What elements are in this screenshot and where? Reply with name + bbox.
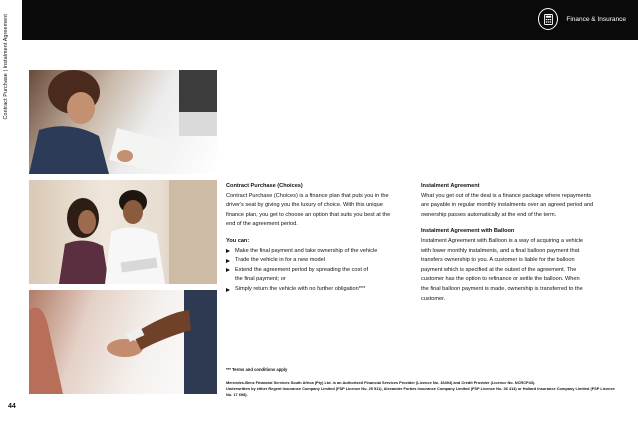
contract-purchase-heading: Contract Purchase (Choices)	[226, 183, 303, 189]
list-item	[226, 247, 398, 257]
contract-purchase-intro	[226, 192, 398, 230]
instalment-agreement-paragraph	[421, 192, 606, 221]
list-item-text: Simply return the vehicle with no further obligation***	[235, 285, 366, 292]
intro-line: finance plan, you get to choose an option that suits you best at the	[226, 211, 391, 218]
photo-woman-reading-document	[29, 70, 217, 174]
you-can-heading: You can:	[226, 237, 250, 244]
paragraph-line: ownership passes automatically at the end of the term.	[421, 211, 557, 218]
photo-handing-over-card	[29, 290, 217, 394]
list-item-text: the final payment; or	[235, 276, 286, 283]
page-number: 44	[8, 403, 16, 410]
list-item-text: Make the final payment and take ownership of the vehicle	[235, 247, 378, 254]
list-item	[226, 285, 398, 295]
intro-line: Contract Purchase (Choices) is a finance plan that puts you in the	[226, 192, 389, 199]
balloon-paragraph	[421, 237, 606, 304]
paragraph-line: with lower monthly instalments, and a final balloon payment that	[421, 247, 580, 254]
terms-note: *** Terms and conditions apply	[226, 367, 288, 372]
instalment-agreement-heading: Instalment Agreement	[421, 183, 480, 189]
list-item-text: Extend the agreement period by spreading the cost of	[235, 266, 369, 273]
instalment-agreement-section	[421, 182, 606, 311]
balloon-heading: Instalment Agreement with Balloon	[421, 228, 515, 235]
intro-line: driver's seat by giving you the luxury of choice. With this unique	[226, 202, 383, 209]
legal-fine-print	[226, 380, 616, 399]
left-strip	[0, 0, 22, 422]
calculator-icon	[538, 8, 558, 30]
paragraph-line: customer.	[421, 295, 446, 302]
vertical-section-title: Contract Purchase | Instalment Agreement	[3, 14, 9, 120]
paragraph-line: transfers ownership to you. A customer is liable for the balloon	[421, 257, 575, 264]
header-bar	[22, 0, 638, 40]
intro-line: end of the agreement period.	[226, 221, 298, 228]
options-list	[226, 247, 398, 295]
paragraph-line: customer has the option to refinance or settle the balloon. When	[421, 276, 580, 283]
fine-print-line: Underwritten by either Regent Insurance Company Limited (FSP Licence No. 25 511), Alexander Forbes Insurance Company Limited (FSP Licence No. 36 414) or Hollard Insurance Company Limited (FSP Licence No. 17 698).	[226, 386, 615, 398]
contract-purchase-section	[226, 182, 398, 295]
fine-print-line: Mercedes-Benz Financial Services South Africa (Pty) Ltd. is an Authorised Financial Services Provider (Licence No. 16494) and Credit Provider (Licence No. NCRCP43).	[226, 380, 536, 385]
paragraph-line: Instalment Agreement with Balloon is a way of acquiring a vehicle	[421, 237, 583, 244]
list-item	[226, 266, 398, 285]
photo-couple-with-tablet	[29, 180, 217, 284]
paragraph-line: are payable in regular monthly instalments over an agreed period and	[421, 202, 594, 209]
section-badge	[538, 8, 626, 30]
list-item	[226, 256, 398, 266]
section-label: Finance & Insurance	[566, 15, 626, 23]
paragraph-line: payment which is specified at the outset of the agreement. The	[421, 266, 577, 273]
paragraph-line: the final balloon payment is made, ownership is transferred to the	[421, 285, 583, 292]
list-item-text: Trade the vehicle in for a new model	[235, 257, 325, 264]
paragraph-line: What you get out of the deal is a finance package where repayments	[421, 192, 592, 199]
